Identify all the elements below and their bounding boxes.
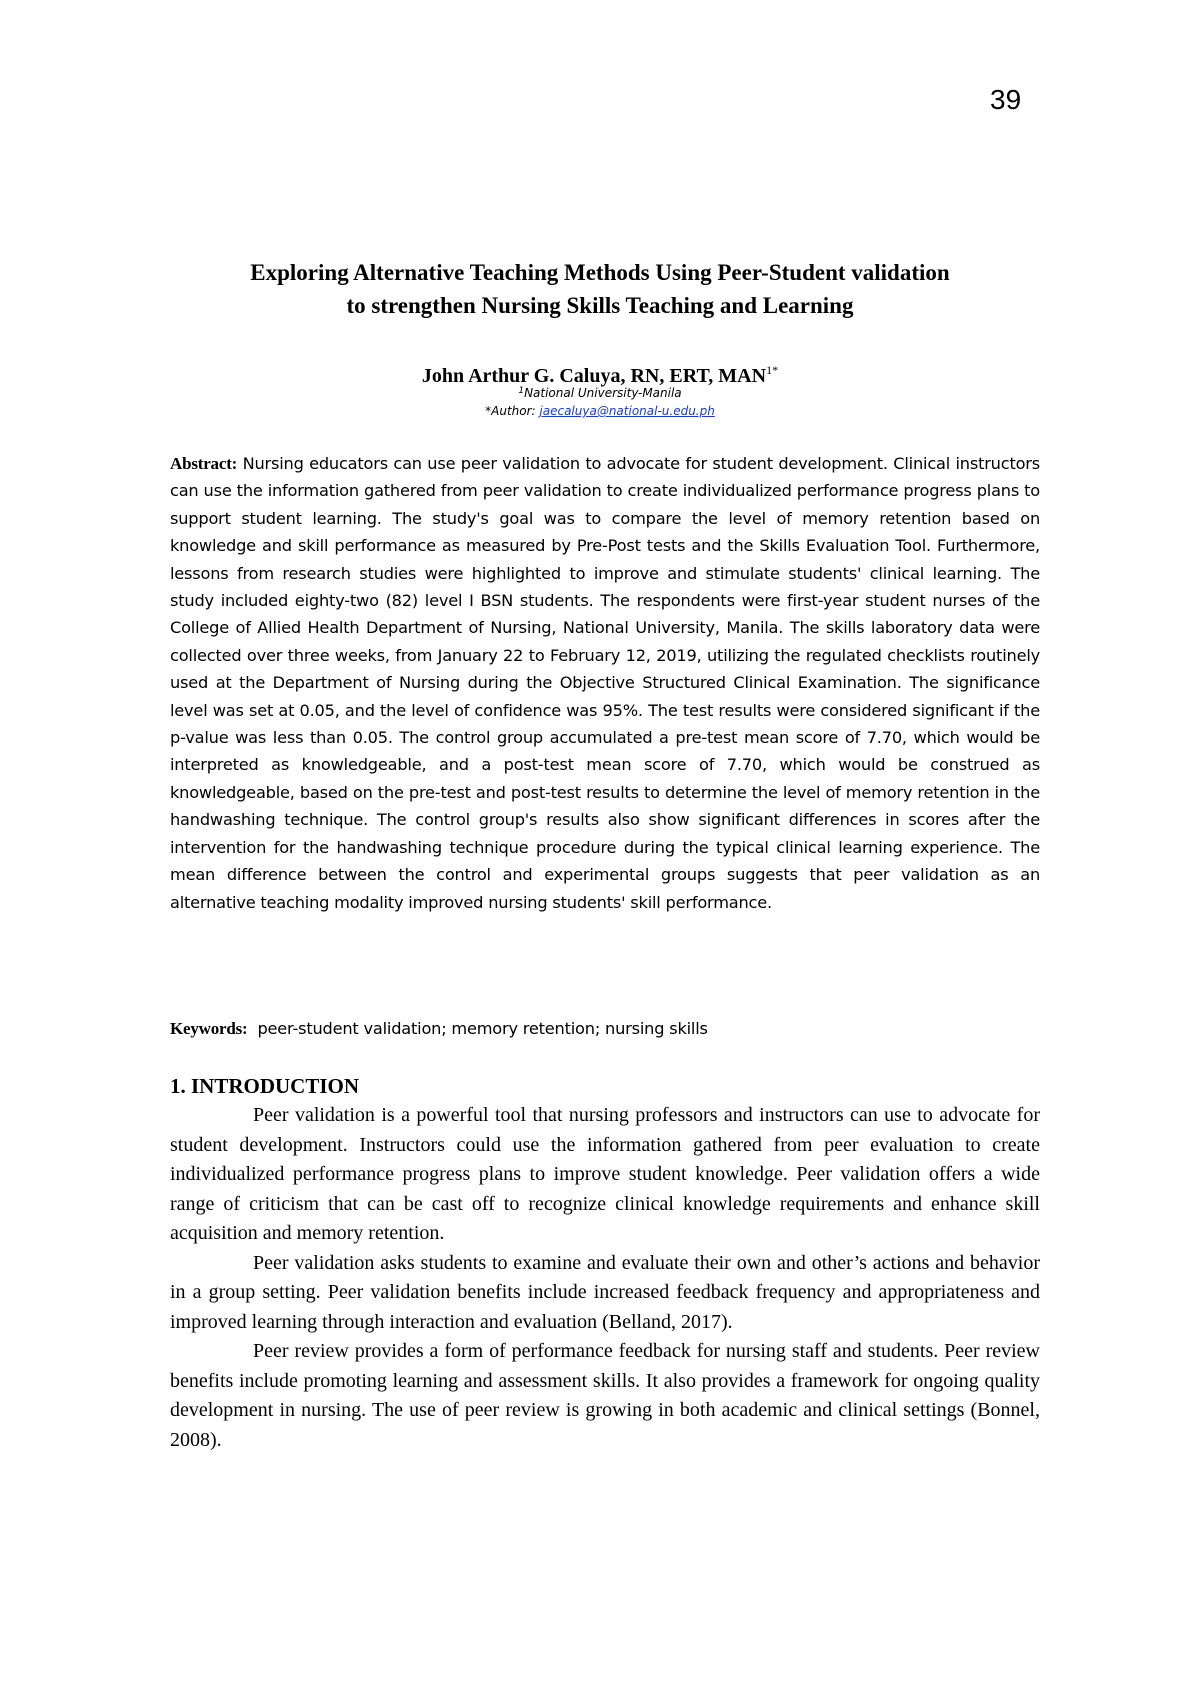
abstract-text: Nursing educators can use peer validation to advocate for student development. Clinical instructors can use the information gathered from peer validation to create individualized performance progress plans to support student learning. The study's goal was to compare the level of memory retention based on knowledge and skill performance as measured by Pre-Post tests and the Skills Evaluation Tool. Furthermore, lessons from research studies were highlighted to improve and stimulate students' clinical learning. The study included eighty-two (82) level I BSN students. The respondents were first-year student nurses of the College of Allied Health Department of Nursing, National University, Manila. The skills laboratory data were collected over three weeks, from January 22 to February 12, 2019, utilizing the regulated checklists routinely used at the Department of Nursing during the Objective Structured Clinical Examination. The significance level was set at 0.05, and the level of confidence was 95%. The test results were considered significant if the p-value was less than 0.05. The control group accumulated a pre-test mean score of 7.70, which would be interpreted as knowledgeable, and a post-test mean score of 7.70, which would be construed as knowledgeable, based on the pre-test and post-test results to determine the level of memory retention in the handwashing technique. The control group's results also show significant differences in scores after the intervention for the handwashing technique procedure during the typical clinical learning experience. The mean difference between the control and experimental groups suggests that peer validation as an alternative teaching modality improved nursing students' skill performance. (170, 454, 1040, 912)
author-name: John Arthur G. Caluya, RN, ERT, MAN (421, 365, 767, 387)
author-email-link[interactable]: jaecaluya@national-u.edu.ph (539, 404, 715, 418)
section-heading-introduction: 1. INTRODUCTION (170, 1074, 360, 1098)
keywords-label: Keywords: (170, 1019, 248, 1038)
abstract-label: Abstract: (170, 454, 238, 473)
affiliation-superscript: 1 (518, 386, 525, 396)
page-number: 39 (990, 84, 1022, 115)
keywords-text: peer-student validation; memory retention; nursing skills (257, 1019, 708, 1038)
affiliation-line (120, 383, 1080, 401)
intro-paragraph-3: Peer review provides a form of performance feedback for nursing staff and students. Peer review benefits include promoting learning and assessment skills. It also provides a framework for ongoing quality development in nursing. The use of peer review is growing in both academic and clinical settings (Bonnel, 2008). (170, 1340, 1040, 1451)
paper-title-line-2: to strengthen Nursing Skills Teaching and Learning (346, 293, 854, 318)
intro-paragraph-2: Peer validation asks students to examine and evaluate their own and other’s actions and behavior in a group setting. Peer validation benefits include increased feedback frequency and appropriateness and improved learning through interaction and evaluation (Belland, 2017). (170, 1251, 1040, 1333)
paper-title (120, 256, 1080, 322)
paper-title-line-1: Exploring Alternative Teaching Methods Using Peer-Student validation (250, 260, 950, 285)
intro-paragraph-1: Peer validation is a powerful tool that nursing professors and instructors can use to advocate for student development. Instructors could use the information gathered from peer evaluation to create individualized performance progress plans to improve student knowledge. Peer validation offers a wide range of criticism that can be cast off to recognize clinical knowledge requirements and enhance skill acquisition and memory retention. (170, 1104, 1040, 1244)
author-note (120, 403, 1080, 419)
author-superscript: 1* (766, 363, 779, 377)
affiliation: National University-Manila (524, 386, 682, 400)
introduction-body (170, 1101, 1040, 1455)
author-note-label: *Author: (485, 404, 536, 418)
keywords (170, 1016, 1040, 1042)
abstract (170, 450, 1040, 916)
